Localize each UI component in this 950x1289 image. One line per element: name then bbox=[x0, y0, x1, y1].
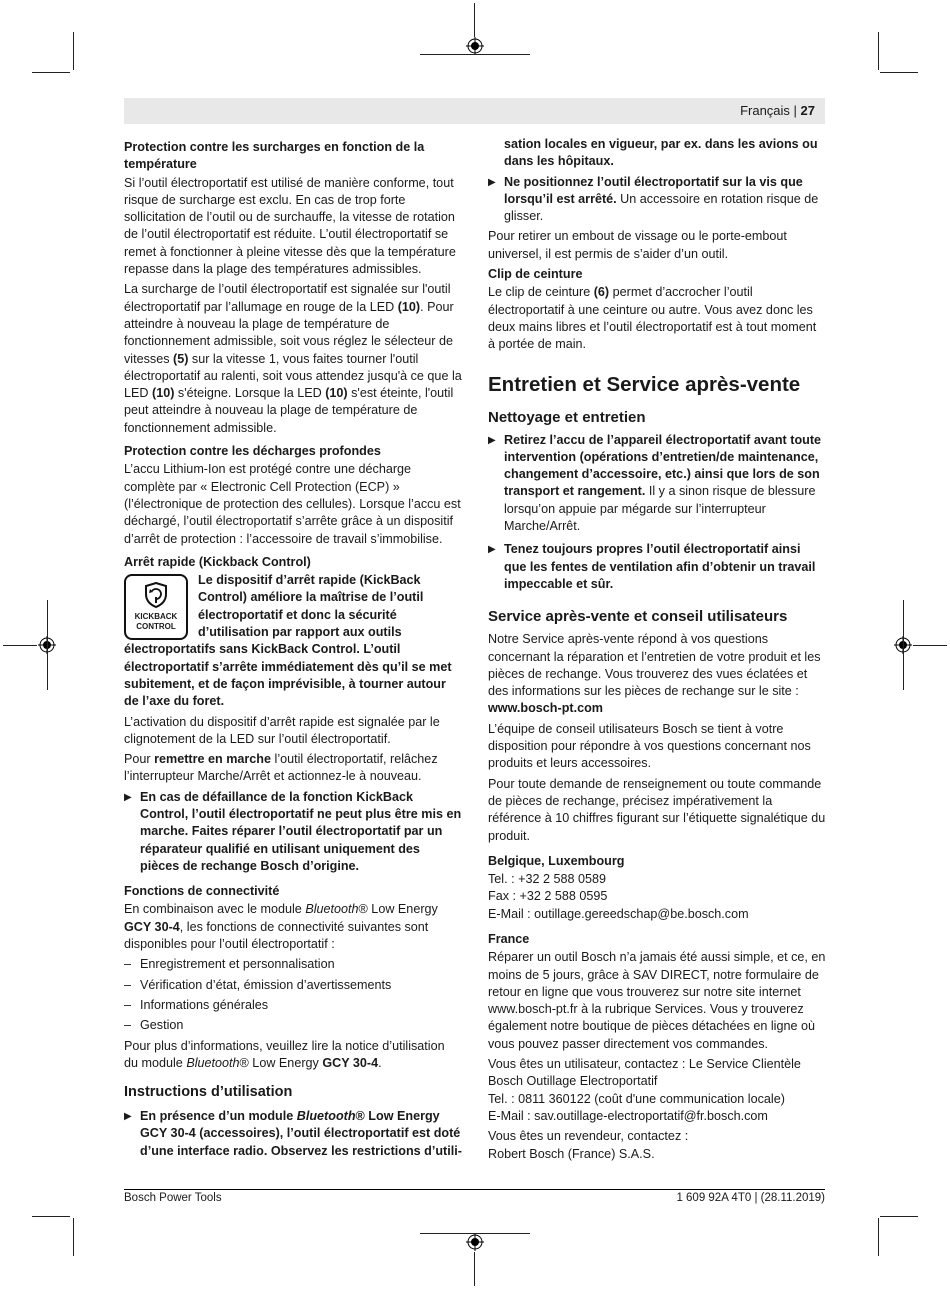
instructions-title: Instructions d’utilisation bbox=[124, 1084, 293, 1101]
triangle-right-icon: ▶ bbox=[124, 1111, 132, 1123]
crop-mark bbox=[420, 54, 530, 55]
crop-mark bbox=[73, 1218, 74, 1256]
triangle-right-icon: ▶ bbox=[488, 434, 496, 446]
connectivity-paragraph-2: Pour plus d’informations, veuillez lire la notice d’utilisation du module Bluetooth® Low Energy GCY 30-4. bbox=[124, 1038, 445, 1070]
deep-discharge-paragraph: L’accu Lithium-Ion est protégé contre une décharge complète par « Electronic Cell Protection (ECP) » (l’électronique de protection des cellules). Lorsque l’accu est déchargé, l’outil électroportatif s’arrête grâce à un dispositif d’arrêt de protection : l’accessoire de travail s’immobilise. bbox=[124, 462, 461, 546]
after-sales-paragraph-1: Notre Service après-vente répond à vos questions concernant la réparation et l’entretien de votre produit et les pièces de rechange. Vous trouverez des vues éclatées et des informations sur les pièces de rechange sur le site : www.bosch-pt.com bbox=[488, 632, 821, 716]
cleaning-bullet-1: ▶ Retirez l’accu de l’appareil électroportatif avant toute intervention (opérations d’entretien/de maintenance, changement d’accessoire, etc.) ainsi que lors de son transport et rangement. Il y a sinon risque de blessure lorsqu’on appuie par mégarde sur l’interrupteur Marche/Arrêt. bbox=[488, 432, 822, 534]
crop-mark bbox=[32, 72, 70, 73]
crop-mark bbox=[880, 1216, 918, 1217]
footer-rule bbox=[124, 1189, 825, 1190]
kickback-icon-label-2: CONTROL bbox=[136, 622, 176, 632]
kickback-title: Arrêt rapide (Kickback Control) bbox=[124, 554, 311, 569]
after-sales-paragraph-2: L’équipe de conseil utilisateurs Bosch se tient à votre disposition pour répondre à vos questions concernant nos produits et leurs accessoires. bbox=[488, 721, 811, 771]
triangle-right-icon: ▶ bbox=[488, 544, 496, 556]
overload-title: Protection contre les surcharges en fonction de la température bbox=[124, 140, 425, 172]
belgium-email: E-Mail : outillage.gereedschap@be.bosch.com bbox=[488, 906, 749, 921]
crop-mark bbox=[878, 32, 879, 70]
registration-mark-icon bbox=[466, 1233, 484, 1251]
page-number: 27 bbox=[800, 103, 815, 118]
kickback-description: Le dispositif d’arrêt rapide (KickBack Control) améliore la maîtrise de l’outil électroportatif et donc la sécurité d’utilisation par rapport aux outils électroportatifs sans KickBack Control. L’outil électroportatif s’arrête immédiatement dès qu’il se met subitement, et de façon imprévisible, à tourner autour de l’axe du foret. bbox=[124, 573, 452, 709]
kickback-led-paragraph: L’activation du dispositif d’arrêt rapide est signalée par le clignotement de la LED sur l’outil électroportatif. bbox=[124, 714, 440, 746]
crop-mark bbox=[474, 1252, 475, 1286]
list-item: – Vérification d’état, émission d’avertissements bbox=[124, 977, 392, 992]
deep-discharge-title: Protection contre les décharges profondes bbox=[124, 444, 381, 459]
service-heading: Entretien et Service après-vente bbox=[488, 372, 801, 396]
belgium-fax: Fax : +32 2 588 0595 bbox=[488, 889, 608, 904]
connectivity-paragraph-1: En combinaison avec le module Bluetooth® Low Energy GCY 30-4, les fonctions de connectivité suivantes sont disponibles pour l’outil électroportatif : bbox=[124, 902, 438, 952]
crop-mark bbox=[903, 600, 904, 690]
kickback-control-icon bbox=[124, 574, 188, 640]
left-column bbox=[124, 136, 462, 1163]
instructions-bullet: ▶ En présence d’un module Bluetooth® Low Energy GCY 30-4 (accessoires), l’outil électroportatif est doté d’une interface radio. Observez les restrictions d’utili- bbox=[124, 1109, 462, 1158]
registration-mark-icon bbox=[466, 37, 484, 55]
crop-mark bbox=[3, 645, 37, 646]
crop-mark bbox=[913, 645, 947, 646]
france-paragraph-1: Réparer un outil Bosch n’a jamais été aussi simple, et ce, en moins de 5 jours, grâce à SAV DIRECT, notre formulaire de retour en ligne que vous trouverez sur notre site internet www.bosch-pt.fr à la rubrique Services. Vous y trouverez également notre boutique de pièces détachées en ligne où vous pouvez passer directement vos commandes. bbox=[488, 950, 826, 1051]
crop-mark bbox=[878, 1218, 879, 1256]
overload-paragraph-2: La surcharge de l’outil électroportatif est signalée sur l'outil électroportatif par l’allumage en rouge de la LED (10). Pour atteindre à nouveau la plage de température de fonctionnement admissible, soit vous réglez le sélecteur de vitesses (5) sur la vitesse 1, vous faites tourner l'outil électroportatif au ralenti, soit vous attendez jusqu'à ce que la LED (10) s'éteigne. Lorsque la LED (10) s'est éteinte, l'outil peut atteindre à nouveau la plage de température de fonctionnement admissible. bbox=[124, 282, 462, 435]
kickback-restart-paragraph: Pour remettre en marche l’outil électroportatif, relâchez l’interrupteur Marche/Arrêt et actionnez-le à nouveau. bbox=[124, 752, 438, 784]
kickback-block bbox=[124, 572, 462, 710]
crop-mark bbox=[880, 72, 918, 73]
page-header bbox=[124, 98, 825, 124]
list-item: – Gestion bbox=[124, 1018, 184, 1033]
crop-mark bbox=[73, 32, 74, 70]
france-contact-reseller: Vous êtes un revendeur, contactez : Robert Bosch (France) S.A.S. bbox=[488, 1129, 689, 1161]
crop-mark bbox=[32, 1216, 70, 1217]
screw-warning: ▶ Ne positionnez l’outil électroportatif sur la vis que lorsqu’il est arrêté. Un accessoire en rotation risque de glisser. bbox=[488, 174, 819, 224]
kickback-icon-label-1: KICKBACK bbox=[134, 612, 178, 622]
list-item: – Enregistrement et personnalisation bbox=[124, 957, 335, 972]
after-sales-paragraph-3: Pour toute demande de renseignement ou toute commande de pièces de rechange, précisez impérativement la référence à 10 chiffres figurant sur l’étiquette signalétique du produit. bbox=[488, 776, 826, 843]
list-item: – Informations générales bbox=[124, 997, 269, 1012]
belgium-title: Belgique, Luxembourg bbox=[488, 853, 625, 868]
crop-mark bbox=[474, 3, 475, 37]
triangle-right-icon: ▶ bbox=[124, 791, 132, 803]
continued-bullet-text: sation locales en vigueur, par ex. dans les avions ou dans les hôpitaux. bbox=[504, 137, 818, 169]
footer-brand: Bosch Power Tools bbox=[124, 1192, 222, 1204]
right-column bbox=[488, 136, 826, 1166]
crop-mark bbox=[47, 600, 48, 690]
header-language: Français bbox=[740, 103, 790, 118]
belt-clip-paragraph: Le clip de ceinture (6) permet d’accrocher l’outil électroportatif à une ceinture ou autre. Vous avez donc les deux mains libres et l’outil électroportatif est à tout moment à portée de main. bbox=[488, 285, 817, 352]
header-text: Français | 27 bbox=[740, 103, 815, 118]
triangle-right-icon: ▶ bbox=[488, 176, 496, 188]
cleaning-bullet-2: ▶ Tenez toujours propres l’outil électroportatif ainsi que les fentes de ventilation afin d’obtenir un travail impeccable et sûr. bbox=[488, 542, 816, 591]
belgium-tel: Tel. : +32 2 588 0589 bbox=[488, 872, 606, 887]
after-sales-heading: Service après-vente et conseil utilisateurs bbox=[488, 608, 788, 626]
bit-removal-paragraph: Pour retirer un embout de vissage ou le porte-embout universel, il est permis de s’aider d’un outil. bbox=[488, 229, 787, 261]
france-contact-user: Vous êtes un utilisateur, contactez : Le Service Clientèle Bosch Outillage Electroportatif Tel. : 0811 360122 (coût d'une communication locale) E-Mail : sav.outillage-electroportatif@fr.bosch.com bbox=[488, 1057, 801, 1123]
connectivity-title: Fonctions de connectivité bbox=[124, 884, 280, 899]
footer-reference: 1 609 92A 4T0 | (28.11.2019) bbox=[676, 1192, 825, 1204]
cleaning-heading: Nettoyage et entretien bbox=[488, 408, 646, 426]
belt-clip-title: Clip de ceinture bbox=[488, 267, 583, 282]
overload-paragraph-1: Si l’outil électroportatif est utilisé de manière conforme, tout risque de surcharge est exclu. En cas de trop forte sollicitation de l’outil ou de surchauffe, la vitesse de rotation de l’outil électroportatif est réduite. L’outil électroportatif se remet à fonctionner à pleine vitesse dès que la température repasse dans la plage des températures admissibles. bbox=[124, 175, 456, 277]
crop-mark bbox=[420, 1233, 530, 1234]
france-title: France bbox=[488, 931, 530, 946]
kickback-warning: ▶ En cas de défaillance de la fonction KickBack Control, l’outil électroportatif ne peut plus être mis en marche. Faites réparer l’outil électroportatif par un réparateur qualifié en utilisant uniquement des pièces de rechange Bosch d’origine. bbox=[124, 789, 462, 873]
